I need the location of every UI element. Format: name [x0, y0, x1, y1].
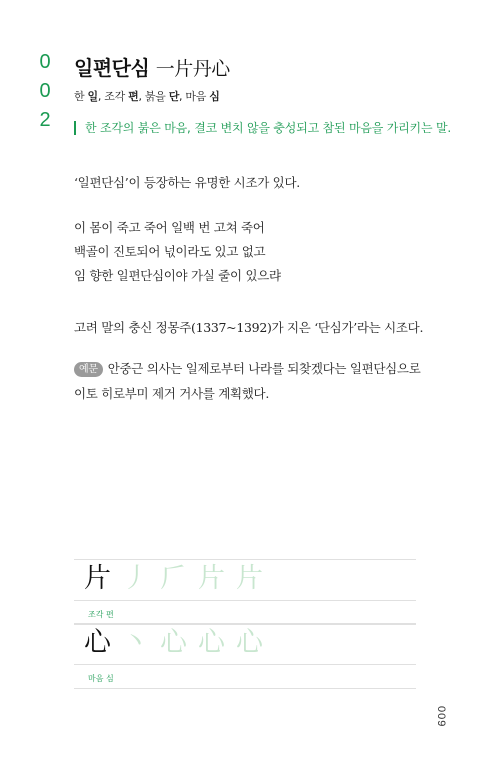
idiom-meaning: 한 조각의 붉은 마음, 결코 변치 않을 충성되고 참된 마음을 가리키는 말. [74, 121, 475, 135]
gloss-text: , 붉을 [138, 90, 169, 103]
character-gloss [74, 88, 220, 104]
practice-character: 心 [84, 627, 111, 658]
stroke-practice-pian [74, 559, 416, 625]
idiom-title [74, 52, 230, 81]
example-line: 이토 히로부미 제거 거사를 계획했다. [74, 386, 269, 401]
entry-number-digit: 0 [39, 80, 51, 102]
attribution-text: 고려 말의 충신 정몽주(1337~1392)가 지은 ‘단심가’라는 시조다. [74, 320, 424, 335]
gloss-char: 심 [209, 90, 220, 103]
stroke-row [74, 559, 416, 601]
practice-character: 片 [84, 563, 111, 594]
gloss-text: 한 [74, 90, 88, 103]
stroke-label: 조각 편 [74, 601, 416, 625]
gloss-text: , 마음 [179, 90, 210, 103]
stroke-step: 心 [236, 627, 263, 658]
gloss-char: 편 [128, 90, 139, 103]
stroke-step: 𠂆 [160, 563, 187, 594]
entry-number [38, 48, 52, 135]
poem-line: 이 몸이 죽고 죽어 일백 번 고쳐 죽어 [74, 220, 265, 235]
stroke-label: 마음 심 [74, 665, 416, 689]
stroke-step: 丿 [122, 563, 149, 594]
example-sentence [74, 356, 420, 406]
example-badge: 예문 [74, 362, 103, 377]
stroke-step: 片 [236, 563, 263, 594]
stroke-step: 心 [160, 627, 187, 658]
gloss-char: 단 [168, 90, 180, 103]
stroke-practice-sim [74, 623, 416, 689]
stroke-step: 片 [198, 563, 225, 594]
poem-line: 백골이 진토되어 넋이라도 있고 없고 [74, 244, 266, 259]
idiom-title-korean: 일편단심 [74, 56, 150, 80]
gloss-char: 일 [87, 90, 98, 103]
page-number: 009 [435, 706, 447, 728]
stroke-row [74, 623, 416, 665]
idiom-title-hanja: 一片丹心 [155, 58, 230, 80]
entry-number-digit: 2 [39, 109, 51, 131]
intro-text: ‘일편단심’이 등장하는 유명한 시조가 있다. [74, 175, 300, 190]
stroke-step: 心 [198, 627, 225, 658]
poem-line: 임 향한 일편단심이야 가실 줄이 있으랴 [74, 268, 281, 283]
stroke-step: 丶 [122, 627, 149, 658]
poem [74, 216, 281, 288]
gloss-text: , 조각 [97, 90, 129, 103]
entry-number-digit: 0 [39, 51, 51, 73]
example-line: 안중근 의사는 일제로부터 나라를 되찾겠다는 일편단심으로 [107, 361, 421, 376]
